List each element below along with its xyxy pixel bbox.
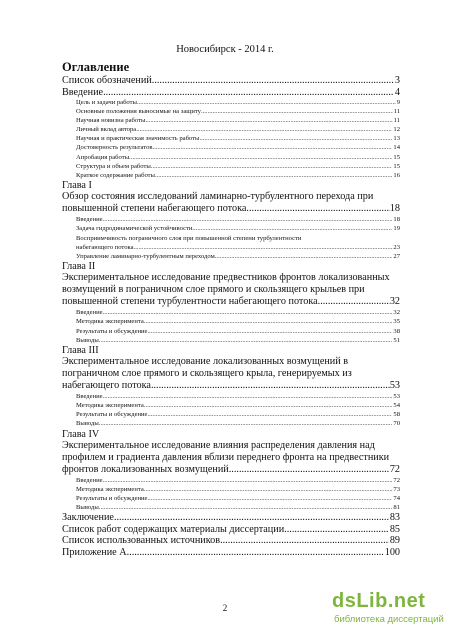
toc-entry[interactable]: Список работ содержащих материалы диссертации ..... 85 — [62, 524, 400, 536]
toc-subentry[interactable]: Личный вклад автора ..... 12 — [62, 125, 400, 134]
toc-subentry[interactable]: Введение ..... 18 — [62, 215, 400, 224]
chapter-label: Глава II — [62, 260, 96, 272]
chapter-label: Глава III — [62, 344, 99, 356]
toc-subentry[interactable]: Восприимчивость пограничного слоя при повышенной степени турбулентности набегающего потока ..... 23 — [62, 234, 400, 252]
toc-entry[interactable]: Список использованных источников ..... 89 — [62, 535, 400, 547]
chapter-title[interactable]: Экспериментальное исследование предвестников фронтов локализованных возмущений в пограничном слое прямого и скользящего крыльев при повышенной степени турбулентности набегающего потока ..... 32 — [62, 272, 400, 308]
toc-subentry[interactable]: Цель и задачи работы ..... 9 — [62, 98, 400, 107]
toc-title: Оглавление — [62, 60, 130, 74]
toc-subentry[interactable]: Результаты и обсуждение ..... 38 — [62, 327, 400, 336]
toc-subentry[interactable]: Апробация работы ..... 15 — [62, 153, 400, 162]
toc-subentry[interactable]: Методика эксперимента ..... 35 — [62, 317, 400, 326]
toc-entry[interactable]: Введение ..... 4 — [62, 87, 400, 99]
toc-subentry[interactable]: Выводы ..... 81 — [62, 503, 400, 512]
toc-entry[interactable]: Заключение ..... 83 — [62, 512, 400, 524]
toc-subentry[interactable]: Введение ..... 32 — [62, 308, 400, 317]
toc-subentry[interactable]: Выводы ..... 70 — [62, 419, 400, 428]
city-year-header: Новосибирск - 2014 г. — [176, 44, 274, 55]
toc-subentry[interactable]: Результаты и обсуждение ..... 74 — [62, 494, 400, 503]
toc-subentry[interactable]: Научная и практическая значимость работы ..... 13 — [62, 134, 400, 143]
chapter-label: Глава IV — [62, 428, 100, 440]
toc-subentry[interactable]: Краткое содержание работы ..... 16 — [62, 171, 400, 180]
toc-subentry[interactable]: Задача гидродинамической устойчивости ..... 19 — [62, 224, 400, 233]
chapter-label: Глава I — [62, 179, 92, 191]
chapter-title[interactable]: Экспериментальное исследование влияния распределения давления над профилем и градиента давления вблизи переднего фронта на предвестники фронтов локализованных возмущений ..... 72 — [62, 440, 400, 476]
toc-subentry[interactable]: Выводы ..... 51 — [62, 336, 400, 345]
toc-subentry[interactable]: Введение ..... 53 — [62, 392, 400, 401]
chapter-title[interactable]: Экспериментальное исследование локализованных возмущений в пограничном слое прямого и скользящего крыла, генерируемых из набегающего потока ..... 53 — [62, 356, 400, 392]
toc-subentry[interactable]: Структура и объем работы ..... 15 — [62, 162, 400, 171]
page-number: 2 — [222, 603, 228, 613]
toc-subentry[interactable]: Введение ..... 72 — [62, 476, 400, 485]
toc-subentry[interactable]: Достоверность результатов ..... 14 — [62, 143, 400, 152]
toc-entry[interactable]: Приложение А ..... 100 — [62, 547, 400, 559]
toc-subentry[interactable]: Методика эксперимента ..... 54 — [62, 401, 400, 410]
toc-subentry[interactable]: Научная новизна работы ..... 11 — [62, 116, 400, 125]
chapter-title[interactable]: Обзор состояния исследований ламинарно-турбулентного перехода при повышенной степени набегающего потока ..... 18 — [62, 191, 400, 215]
toc-entry[interactable]: Список обозначений ..... 3 — [62, 75, 400, 87]
toc-subentry[interactable]: Управление ламинарно-турбулентным переходом ..... 27 — [62, 252, 400, 261]
watermark — [332, 590, 442, 630]
watermark-logo: dsLib.net — [332, 590, 426, 612]
toc-subentry[interactable]: Методика эксперимента ..... 73 — [62, 485, 400, 494]
watermark-tagline: библиотека диссертаций — [334, 614, 444, 625]
toc-subentry[interactable]: Основные положения выносимые на защиту ..... 11 — [62, 107, 400, 116]
table-of-contents — [62, 75, 400, 558]
toc-subentry[interactable]: Результаты и обсуждение ..... 58 — [62, 410, 400, 419]
